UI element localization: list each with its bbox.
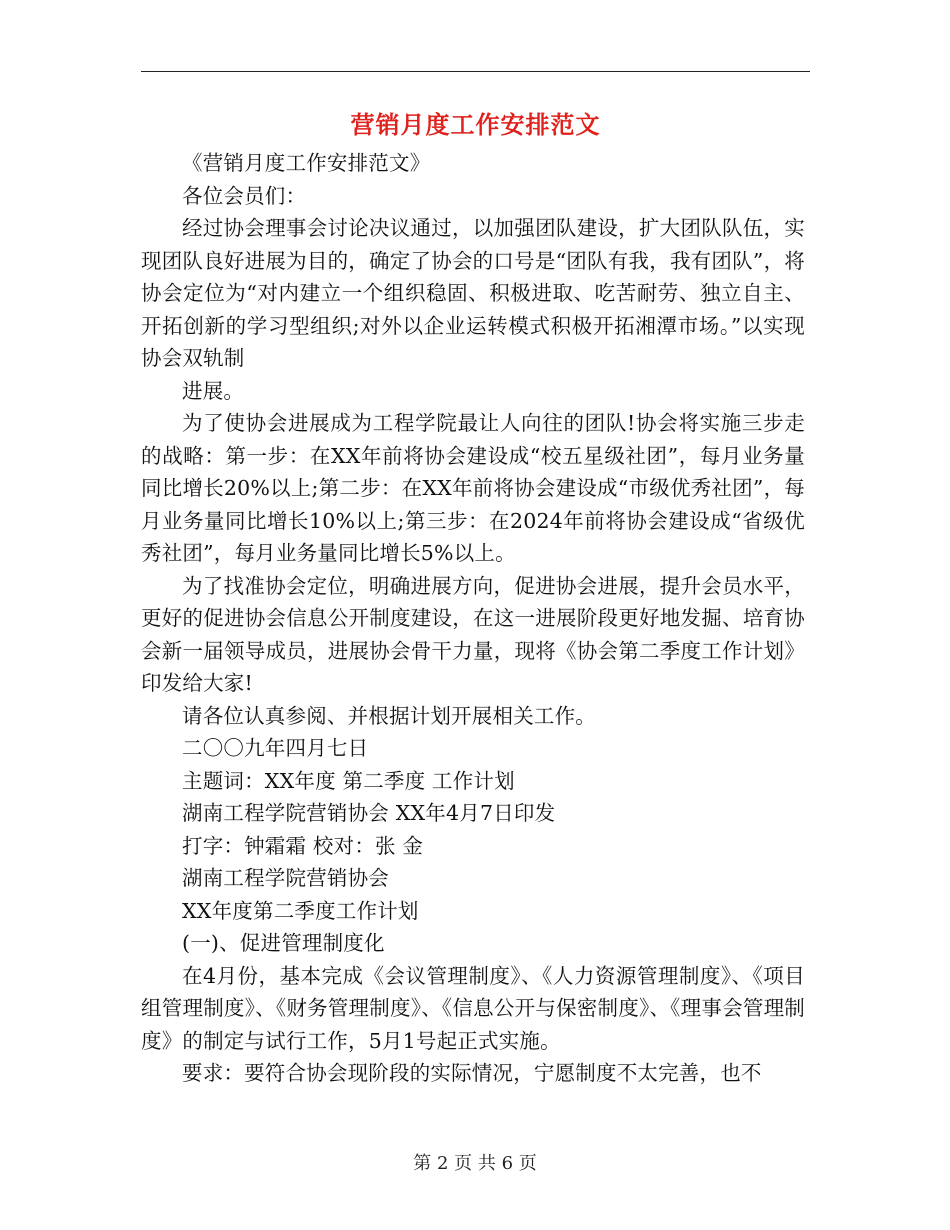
paragraph-date: 二〇〇九年四月七日 bbox=[182, 736, 369, 760]
document-body bbox=[141, 147, 805, 1090]
paragraph-intro: 经过协会理事会讨论决议通过，以加强团队建设，扩大团队队伍，实现团队良好进展为目的，确定了协会的口号是“团队有我，我有团队”，将协会定位为“对内建立一个组织稳固、积极进取、吃苦耐劳、独立自主、开拓创新的学习型组织;对外以企业运转模式积极开拓湘潭市场。”以实现协会双轨制 bbox=[141, 216, 805, 370]
paragraph-requirements: 要求：要符合协会现阶段的实际情况，宁愿制度不太完善，也不 bbox=[182, 1061, 762, 1085]
page-number: 第 2 页 共 6 页 bbox=[413, 1153, 537, 1174]
paragraph-salutation: 各位会员们： bbox=[182, 183, 307, 208]
paragraph-plan-title: XX年度第二季度工作计划 bbox=[182, 898, 419, 923]
paragraph-typist: 打字：钟霜霜 校对：张 金 bbox=[182, 833, 424, 858]
paragraph-request: 请各位认真参阅、并根据计划开展相关工作。 bbox=[182, 703, 596, 728]
paragraph-intro-end: 进展。 bbox=[182, 378, 245, 403]
paragraph-purpose: 为了找准协会定位，明确进展方向，促进协会进展，提升会员水平，更好的促进协会信息公开制度建设，在这一进展阶段更好地发掘、培育协会新一届领导成员，进展协会骨干力量，现将《协会第二季度工作计划》印发给大家! bbox=[141, 573, 805, 695]
paragraph-doc-reference: 《营销月度工作安排范文》 bbox=[182, 151, 431, 175]
header-rule bbox=[141, 71, 810, 72]
paragraph-section-heading: (一)、促进管理制度化 bbox=[182, 931, 385, 955]
paragraph-org-name: 湖南工程学院营销协会 bbox=[182, 866, 389, 890]
paragraph-april-plan: 在4月份，基本完成《会议管理制度》、《人力资源管理制度》、《项目组管理制度》、《财务管理制度》、《信息公开与保密制度》、《理事会管理制度》的制定与试行工作，5月1号起正式实施。 bbox=[141, 963, 805, 1053]
paragraph-strategy: 为了使协会进展成为工程学院最让人向往的团队!协会将实施三步走的战略：第一步：在XX年前将协会建设成“校五星级社团”，每月业务量同比增长20%以上;第二步：在XX年前将协会建设成“市级优秀社团”，每月业务量同比增长10%以上;第三步：在2024年前将协会建设成“省级优秀社团”，每月业务量同比增长5%以上。 bbox=[141, 411, 805, 565]
paragraph-issuer: 湖南工程学院营销协会 XX年4月7日印发 bbox=[182, 801, 556, 825]
paragraph-keywords: 主题词：XX年度 第二季度 工作计划 bbox=[182, 768, 515, 793]
document-title: 营销月度工作安排范文 bbox=[350, 110, 601, 139]
